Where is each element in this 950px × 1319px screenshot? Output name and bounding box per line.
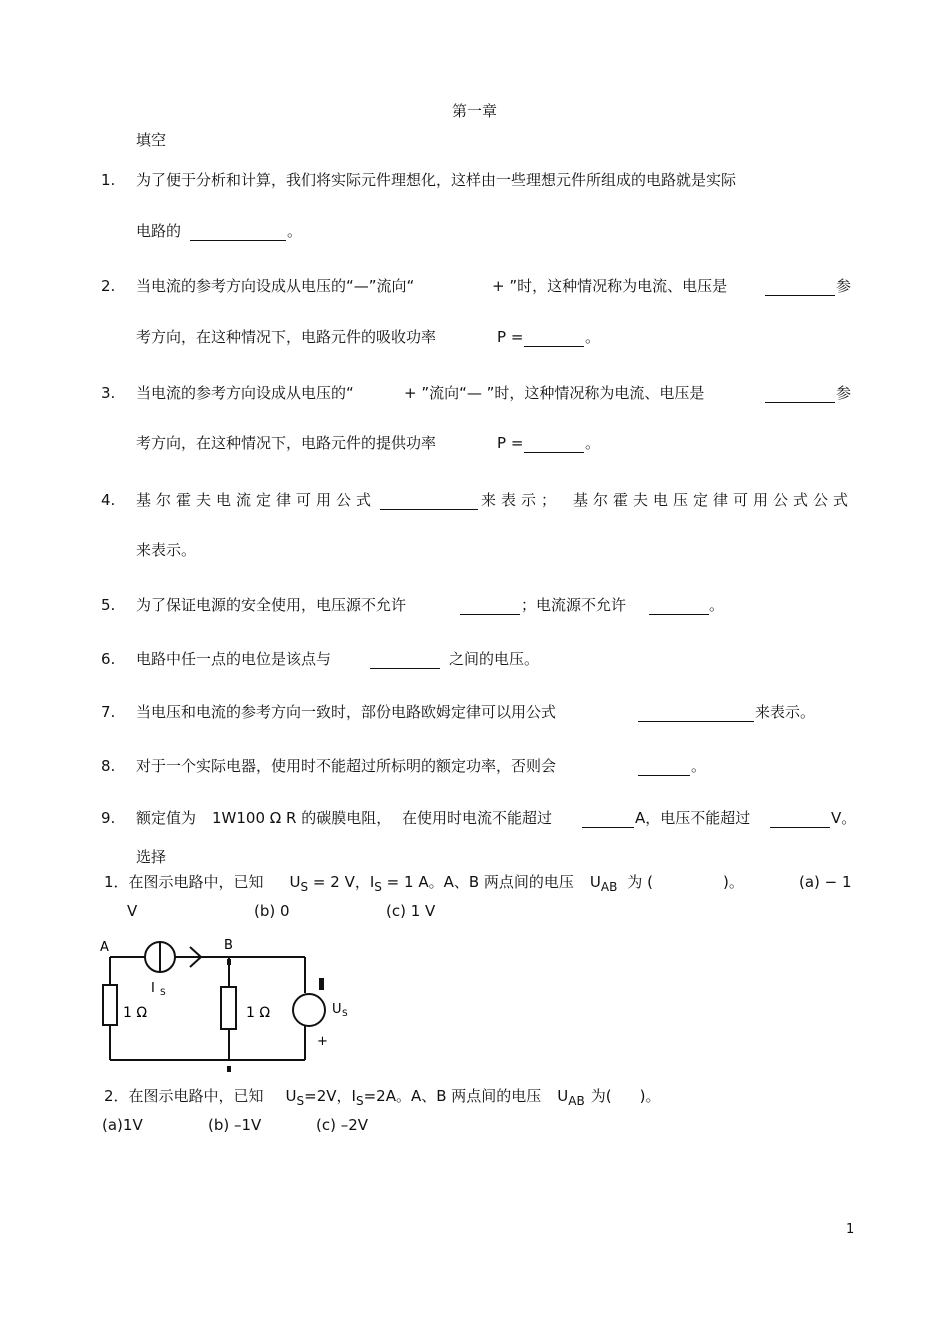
q2-blank-1 [765, 281, 835, 296]
choice-q1-text [104, 873, 744, 894]
chapter-title: 第一章 [452, 102, 498, 120]
choice-q2-option-c: (c) –2V [316, 1116, 369, 1134]
q3-blank-1 [765, 388, 835, 403]
choice-q1-option-b: (b) 0 [254, 902, 290, 920]
q4-line2: 来表示。 [136, 541, 197, 559]
choice-q1-option-a: (a) − 1 [799, 873, 852, 891]
choice-q1-is: I [369, 873, 375, 891]
q6-number: 6. [101, 650, 116, 668]
choice-q2-uab: U [557, 1087, 569, 1105]
q3-line2b: P = [497, 434, 524, 452]
q2-line1a: 当电流的参考方向设成从电压的“—”流向“ [136, 277, 415, 295]
choice-q2-stem: 2．在图示电路中，已知 [104, 1087, 264, 1105]
choice-q2-us-val: =2V， [304, 1087, 352, 1105]
q2-line1c: 参 [836, 277, 852, 295]
q9-blank-2 [770, 813, 830, 828]
q3-line2c: 。 [585, 434, 601, 452]
node-b-dot [227, 959, 231, 965]
q9-blank-1 [582, 813, 634, 828]
q8-number: 8. [101, 757, 116, 775]
q5-number: 5. [101, 596, 116, 614]
q4-number: 4. [101, 491, 116, 509]
q2-line2a: 考方向，在这种情况下，电路元件的吸收功率 [136, 328, 437, 346]
q9-text-e: V。 [831, 809, 857, 827]
q3-number: 3. [101, 384, 116, 402]
choice-q2-paren-open: 为( [590, 1087, 612, 1105]
choice-q2-is-val: =2A。A、B 两点间的电压 [363, 1087, 542, 1105]
q1-number: 1. [101, 171, 116, 189]
q5-blank-1 [460, 600, 520, 615]
q6-blank [370, 654, 440, 669]
q6-text-b: 之间的电压。 [449, 650, 540, 668]
q5-blank-2 [649, 600, 709, 615]
q5-text-b: ；电流源不允许 [521, 596, 627, 614]
q3-line2a: 考方向，在这种情况下，电路元件的提供功率 [136, 434, 437, 452]
choice-q1-is-sub: S [374, 880, 382, 894]
choice-q2-option-a: (a)1V [102, 1116, 143, 1134]
q5-text-a: 为了保证电源的安全使用，电压源不允许 [136, 596, 407, 614]
choice-q2-uab-sub: AB [568, 1094, 585, 1108]
q9-text-b: 1W100 Ω R 的碳膜电阻， [212, 809, 392, 827]
choice-q1-option-c: (c) 1 V [386, 902, 436, 920]
choice-q1-uab: U [589, 873, 601, 891]
choice-q1-stem: 1．在图示电路中，已知 [104, 873, 264, 891]
q2-line1b: + ”时，这种情况称为电流、电压是 [492, 277, 728, 295]
label-r1: 1 Ω [123, 1005, 148, 1021]
q9-text-d: A，电压不能超过 [635, 809, 751, 827]
q8-text-b: 。 [691, 757, 707, 775]
q4-blank [380, 495, 478, 510]
label-plus: + [317, 1034, 328, 1049]
q4-line1a: 基尔霍夫电流定律可用公式 [136, 491, 377, 509]
q1-blank [190, 226, 286, 241]
resistor-left [103, 985, 117, 1025]
label-us-sub: S [342, 1009, 348, 1019]
q2-number: 2. [101, 277, 116, 295]
q4-line1c: 基尔霍夫电压定律可用公式公式 [573, 491, 854, 509]
q2-line2c: 。 [585, 328, 601, 346]
q5-text-c: 。 [709, 596, 725, 614]
q3-line1b: + ”流向“— ”时，这种情况称为电流、电压是 [404, 384, 705, 402]
section-fill-heading: 填空 [136, 131, 167, 149]
label-b: B [224, 938, 233, 953]
q1-line2-end: 。 [287, 222, 303, 240]
q8-blank [638, 761, 690, 776]
q9-number: 9. [101, 809, 116, 827]
q3-blank-2 [524, 438, 584, 453]
choice-q1-us-sub: S [300, 880, 309, 894]
choice-q1-us-val: = 2 V， [308, 873, 370, 891]
choice-q1-paren-open: 为 ( [627, 873, 653, 891]
q3-line1a: 当电流的参考方向设成从电压的“ [136, 384, 354, 402]
label-r2: 1 Ω [246, 1005, 271, 1021]
voltage-source [293, 994, 325, 1026]
resistor-middle [221, 987, 236, 1029]
q7-blank [638, 707, 754, 722]
node-bottom-dot [227, 1066, 231, 1072]
q9-text-c: 在使用时电流不能超过 [402, 809, 553, 827]
q9-text-a: 额定值为 [136, 809, 197, 827]
q7-text-a: 当电压和电流的参考方向一致时，部份电路欧姆定律可以用公式 [136, 703, 557, 721]
label-us: U [332, 1002, 342, 1017]
choice-q2-text [104, 1087, 661, 1108]
choice-q1-is-val: = 1 A。A、B 两点间的电压 [381, 873, 574, 891]
choice-q2-is: I [351, 1087, 356, 1105]
choice-q1-us: U [289, 873, 301, 891]
label-is: I [151, 981, 155, 996]
q3-line1c: 参 [836, 384, 852, 402]
choice-q1-option-a-unit: V [127, 902, 138, 920]
q7-text-b: 来表示。 [755, 703, 816, 721]
q6-text-a: 电路中任一点的电位是该点与 [136, 650, 332, 668]
q8-text-a: 对于一个实际电器，使用时不能超过所标明的额定功率，否则会 [136, 757, 557, 775]
q4-line1b: 来表示； [481, 491, 562, 509]
q1-line2-text: 电路的 [136, 222, 182, 240]
choice-q1-paren-close: )。 [722, 873, 744, 891]
choice-q2-is-sub: S [355, 1094, 364, 1108]
page-number: 1 [846, 1222, 855, 1237]
choice-q2-us-sub: S [296, 1094, 305, 1108]
q2-blank-2 [524, 332, 584, 347]
choice-q2-paren-close: )。 [639, 1087, 661, 1105]
choice-q1-uab-sub: AB [600, 880, 618, 894]
circuit-diagram [95, 935, 365, 1080]
q1-line1: 为了便于分析和计算，我们将实际元件理想化，这样由一些理想元件所组成的电路就是实际 [136, 171, 737, 189]
q7-number: 7. [101, 703, 116, 721]
q2-line2b: P = [497, 328, 524, 346]
choice-q2-option-b: (b) –1V [208, 1116, 262, 1134]
label-is-sub: S [160, 988, 166, 998]
source-minus-mark [319, 978, 324, 990]
label-a: A [100, 940, 109, 955]
section-choice-heading: 选择 [136, 848, 167, 866]
choice-q2-us: U [285, 1087, 297, 1105]
